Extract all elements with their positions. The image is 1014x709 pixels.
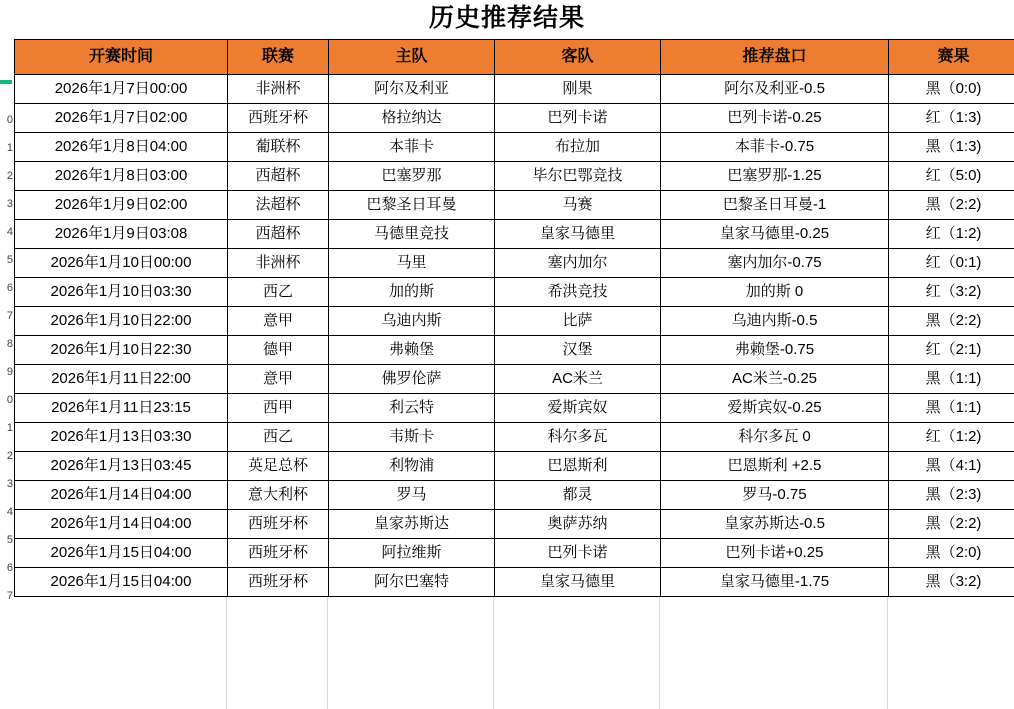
- cell-time[interactable]: 2026年1月15日04:00: [15, 539, 228, 568]
- table-row: [15, 336, 1014, 365]
- table-row: [15, 104, 1014, 133]
- cell-time[interactable]: 2026年1月11日23:15: [15, 394, 228, 423]
- cell-home-team[interactable]: 阿尔及利亚: [329, 75, 495, 104]
- empty-cell[interactable]: [227, 653, 328, 681]
- table-row: [15, 510, 1014, 539]
- empty-row: [14, 653, 1014, 681]
- cell-home-team[interactable]: 马德里竞技: [329, 220, 495, 249]
- cell-league[interactable]: 德甲: [228, 336, 329, 365]
- table-row: [15, 191, 1014, 220]
- cell-league[interactable]: 西甲: [228, 394, 329, 423]
- empty-cell[interactable]: [888, 597, 1014, 625]
- cell-result[interactable]: 红（5:0): [889, 162, 1014, 191]
- table-body: [15, 75, 1014, 597]
- cell-home-team[interactable]: 乌迪内斯: [329, 307, 495, 336]
- page-title: 历史推荐结果: [0, 0, 1014, 39]
- cell-home-team[interactable]: 利云特: [329, 394, 495, 423]
- cell-away-team[interactable]: 布拉加: [495, 133, 661, 162]
- cell-home-team[interactable]: 罗马: [329, 481, 495, 510]
- table-row: [15, 481, 1014, 510]
- cell-home-team[interactable]: 阿尔巴塞特: [329, 568, 495, 597]
- cell-time[interactable]: 2026年1月9日02:00: [15, 191, 228, 220]
- cell-home-team[interactable]: 利物浦: [329, 452, 495, 481]
- cell-away-team[interactable]: 都灵: [495, 481, 661, 510]
- empty-cell[interactable]: [227, 597, 328, 625]
- cell-away-team[interactable]: 马赛: [495, 191, 661, 220]
- cell-time[interactable]: 2026年1月7日02:00: [15, 104, 228, 133]
- cell-time[interactable]: 2026年1月8日04:00: [15, 133, 228, 162]
- row-number[interactable]: 2: [0, 162, 14, 190]
- cell-away-team[interactable]: 奥萨苏纳: [495, 510, 661, 539]
- cell-pick[interactable]: 乌迪内斯-0.5: [661, 307, 889, 336]
- empty-row: [14, 597, 1014, 625]
- cell-pick[interactable]: 本菲卡-0.75: [661, 133, 889, 162]
- table-row: [15, 365, 1014, 394]
- cell-away-team[interactable]: 希洪竞技: [495, 278, 661, 307]
- table-row: [15, 307, 1014, 336]
- cell-away-team[interactable]: 巴列卡诺: [495, 539, 661, 568]
- cell-away-team[interactable]: 皇家马德里: [495, 220, 661, 249]
- row-number[interactable]: 2: [0, 442, 14, 470]
- cell-result[interactable]: 红（1:2): [889, 220, 1014, 249]
- empty-cell[interactable]: [328, 597, 494, 625]
- cell-time[interactable]: 2026年1月14日04:00: [15, 481, 228, 510]
- cell-league[interactable]: 西班牙杯: [228, 104, 329, 133]
- selection-indicator: [0, 80, 12, 84]
- cell-pick[interactable]: 罗马-0.75: [661, 481, 889, 510]
- cell-time[interactable]: 2026年1月13日03:45: [15, 452, 228, 481]
- empty-cell[interactable]: [888, 653, 1014, 681]
- cell-result[interactable]: 黑（1:3): [889, 133, 1014, 162]
- empty-cell[interactable]: [227, 681, 328, 709]
- cell-home-team[interactable]: 巴塞罗那: [329, 162, 495, 191]
- row-header-strip: [0, 44, 14, 695]
- column-header-league[interactable]: 联赛: [228, 40, 329, 75]
- empty-cell[interactable]: [328, 625, 494, 653]
- cell-home-team[interactable]: 格拉纳达: [329, 104, 495, 133]
- empty-cell[interactable]: [14, 597, 227, 625]
- cell-time[interactable]: 2026年1月15日04:00: [15, 568, 228, 597]
- cell-league[interactable]: 非洲杯: [228, 75, 329, 104]
- cell-pick[interactable]: 阿尔及利亚-0.5: [661, 75, 889, 104]
- row-number-list: [0, 44, 14, 610]
- cell-pick[interactable]: 皇家苏斯达-0.5: [661, 510, 889, 539]
- empty-cell[interactable]: [494, 681, 660, 709]
- cell-time[interactable]: 2026年1月14日04:00: [15, 510, 228, 539]
- empty-cell[interactable]: [494, 625, 660, 653]
- cell-league[interactable]: 意大利杯: [228, 481, 329, 510]
- cell-away-team[interactable]: 毕尔巴鄂竞技: [495, 162, 661, 191]
- cell-away-team[interactable]: AC米兰: [495, 365, 661, 394]
- table-row: [15, 539, 1014, 568]
- cell-result[interactable]: 黑（1:1): [889, 394, 1014, 423]
- empty-cell[interactable]: [14, 653, 227, 681]
- cell-home-team[interactable]: 弗赖堡: [329, 336, 495, 365]
- row-number[interactable]: 5: [0, 246, 14, 274]
- table-row: [15, 423, 1014, 452]
- cell-pick[interactable]: 加的斯 0: [661, 278, 889, 307]
- cell-league[interactable]: 西超杯: [228, 162, 329, 191]
- column-header-result[interactable]: 赛果: [889, 40, 1014, 75]
- empty-cell[interactable]: [888, 625, 1014, 653]
- cell-time[interactable]: 2026年1月10日22:30: [15, 336, 228, 365]
- cell-result[interactable]: 红（0:1): [889, 249, 1014, 278]
- history-results-table: [14, 39, 1014, 597]
- cell-time[interactable]: 2026年1月13日03:30: [15, 423, 228, 452]
- table-row: [15, 452, 1014, 481]
- cell-result[interactable]: 黑（2:0): [889, 539, 1014, 568]
- empty-cell[interactable]: [888, 681, 1014, 709]
- column-header-time[interactable]: 开赛时间: [15, 40, 228, 75]
- table-row: [15, 278, 1014, 307]
- cell-league[interactable]: 法超杯: [228, 191, 329, 220]
- cell-away-team[interactable]: 刚果: [495, 75, 661, 104]
- table-row: [15, 249, 1014, 278]
- cell-away-team[interactable]: 汉堡: [495, 336, 661, 365]
- cell-league[interactable]: 英足总杯: [228, 452, 329, 481]
- cell-home-team[interactable]: 本菲卡: [329, 133, 495, 162]
- empty-cell[interactable]: [494, 597, 660, 625]
- cell-time[interactable]: 2026年1月9日03:08: [15, 220, 228, 249]
- cell-league[interactable]: 西乙: [228, 278, 329, 307]
- row-number[interactable]: [0, 44, 14, 78]
- empty-row: [14, 681, 1014, 709]
- row-number[interactable]: 3: [0, 470, 14, 498]
- empty-cell[interactable]: [14, 625, 227, 653]
- table-row: [15, 568, 1014, 597]
- empty-cell[interactable]: [494, 653, 660, 681]
- cell-result[interactable]: 黑（2:2): [889, 510, 1014, 539]
- empty-cell[interactable]: [227, 625, 328, 653]
- row-number[interactable]: 1: [0, 414, 14, 442]
- cell-pick[interactable]: 巴恩斯利 +2.5: [661, 452, 889, 481]
- empty-cell[interactable]: [328, 681, 494, 709]
- table-row: [15, 75, 1014, 104]
- empty-cell[interactable]: [660, 625, 888, 653]
- cell-time[interactable]: 2026年1月10日00:00: [15, 249, 228, 278]
- empty-row: [14, 625, 1014, 653]
- cell-league[interactable]: 意甲: [228, 307, 329, 336]
- cell-result[interactable]: 黑（1:1): [889, 365, 1014, 394]
- cell-league[interactable]: 西班牙杯: [228, 539, 329, 568]
- table-row: [15, 133, 1014, 162]
- cell-away-team[interactable]: 巴恩斯利: [495, 452, 661, 481]
- cell-league[interactable]: 意甲: [228, 365, 329, 394]
- cell-pick[interactable]: 巴黎圣日耳曼-1: [661, 191, 889, 220]
- table-header-row: [15, 40, 1014, 75]
- cell-home-team[interactable]: 巴黎圣日耳曼: [329, 191, 495, 220]
- cell-away-team[interactable]: 巴列卡诺: [495, 104, 661, 133]
- row-number[interactable]: 6: [0, 274, 14, 302]
- cell-result[interactable]: 红（1:3): [889, 104, 1014, 133]
- cell-pick[interactable]: 科尔多瓦 0: [661, 423, 889, 452]
- cell-league[interactable]: 西乙: [228, 423, 329, 452]
- cell-pick[interactable]: 巴塞罗那-1.25: [661, 162, 889, 191]
- empty-cell[interactable]: [660, 653, 888, 681]
- row-number[interactable]: 5: [0, 526, 14, 554]
- cell-result[interactable]: 黑（3:2): [889, 568, 1014, 597]
- cell-home-team[interactable]: 加的斯: [329, 278, 495, 307]
- cell-away-team[interactable]: 皇家马德里: [495, 568, 661, 597]
- empty-cell[interactable]: [328, 653, 494, 681]
- row-number[interactable]: 4: [0, 218, 14, 246]
- empty-rows-area: [14, 597, 1014, 709]
- cell-away-team[interactable]: 比萨: [495, 307, 661, 336]
- cell-league[interactable]: 西班牙杯: [228, 568, 329, 597]
- cell-league[interactable]: 葡联杯: [228, 133, 329, 162]
- cell-pick[interactable]: 弗赖堡-0.75: [661, 336, 889, 365]
- column-header-pick[interactable]: 推荐盘口: [661, 40, 889, 75]
- cell-league[interactable]: 西班牙杯: [228, 510, 329, 539]
- cell-result[interactable]: 红（1:2): [889, 423, 1014, 452]
- table-row: [15, 394, 1014, 423]
- table-row: [15, 162, 1014, 191]
- column-header-away[interactable]: 客队: [495, 40, 661, 75]
- empty-cell[interactable]: [660, 597, 888, 625]
- cell-result[interactable]: 黑（4:1): [889, 452, 1014, 481]
- row-number[interactable]: 8: [0, 330, 14, 358]
- cell-result[interactable]: 红（3:2): [889, 278, 1014, 307]
- cell-pick[interactable]: 巴列卡诺-0.25: [661, 104, 889, 133]
- cell-pick[interactable]: 皇家马德里-1.75: [661, 568, 889, 597]
- cell-home-team[interactable]: 马里: [329, 249, 495, 278]
- cell-pick[interactable]: 塞内加尔-0.75: [661, 249, 889, 278]
- empty-cell[interactable]: [14, 681, 227, 709]
- row-number[interactable]: 9: [0, 358, 14, 386]
- cell-time[interactable]: 2026年1月11日22:00: [15, 365, 228, 394]
- cell-pick[interactable]: 皇家马德里-0.25: [661, 220, 889, 249]
- table-row: [15, 220, 1014, 249]
- cell-home-team[interactable]: 佛罗伦萨: [329, 365, 495, 394]
- row-number[interactable]: 1: [0, 134, 14, 162]
- column-header-home[interactable]: 主队: [329, 40, 495, 75]
- row-number[interactable]: 3: [0, 190, 14, 218]
- cell-time[interactable]: 2026年1月10日03:30: [15, 278, 228, 307]
- cell-league[interactable]: 非洲杯: [228, 249, 329, 278]
- cell-pick[interactable]: 巴列卡诺+0.25: [661, 539, 889, 568]
- cell-result[interactable]: 黑（0:0): [889, 75, 1014, 104]
- cell-result[interactable]: 黑（2:3): [889, 481, 1014, 510]
- row-number[interactable]: 7: [0, 302, 14, 330]
- row-number[interactable]: 4: [0, 498, 14, 526]
- cell-pick[interactable]: 爱斯宾奴-0.25: [661, 394, 889, 423]
- row-number[interactable]: 0: [0, 106, 14, 134]
- cell-result[interactable]: 黑（2:2): [889, 307, 1014, 336]
- row-number[interactable]: 6: [0, 554, 14, 582]
- cell-result[interactable]: 红（2:1): [889, 336, 1014, 365]
- cell-time[interactable]: 2026年1月7日00:00: [15, 75, 228, 104]
- empty-cell[interactable]: [660, 681, 888, 709]
- row-number[interactable]: 7: [0, 582, 14, 610]
- cell-home-team[interactable]: 皇家苏斯达: [329, 510, 495, 539]
- cell-home-team[interactable]: 阿拉维斯: [329, 539, 495, 568]
- cell-time[interactable]: 2026年1月8日03:00: [15, 162, 228, 191]
- cell-away-team[interactable]: 爱斯宾奴: [495, 394, 661, 423]
- cell-away-team[interactable]: 科尔多瓦: [495, 423, 661, 452]
- cell-pick[interactable]: AC米兰-0.25: [661, 365, 889, 394]
- row-number[interactable]: 0: [0, 386, 14, 414]
- cell-result[interactable]: 黑（2:2): [889, 191, 1014, 220]
- cell-home-team[interactable]: 韦斯卡: [329, 423, 495, 452]
- cell-league[interactable]: 西超杯: [228, 220, 329, 249]
- cell-time[interactable]: 2026年1月10日22:00: [15, 307, 228, 336]
- cell-away-team[interactable]: 塞内加尔: [495, 249, 661, 278]
